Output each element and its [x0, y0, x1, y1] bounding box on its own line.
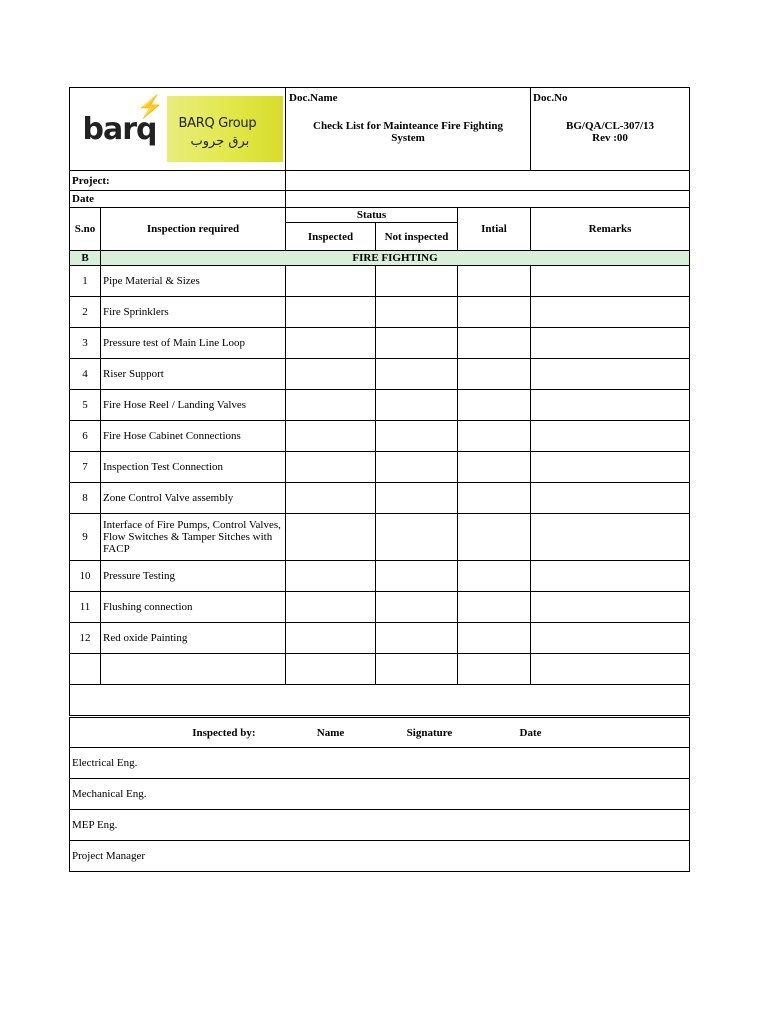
doc-no-value: BG/QA/CL-307/13 [566, 120, 655, 132]
remarks-cell[interactable] [531, 390, 690, 421]
col-initial: Intial [458, 208, 531, 251]
inspected-cell[interactable] [286, 297, 376, 328]
remarks-cell[interactable] [531, 328, 690, 359]
row-inspection-text: Flushing connection [101, 592, 286, 623]
col-status: Status [286, 208, 458, 223]
row-number: 10 [70, 561, 101, 592]
project-row [70, 171, 690, 191]
initial-cell[interactable] [458, 452, 531, 483]
col-inspection: Inspection required [101, 208, 286, 251]
row-inspection-text: Inspection Test Connection [101, 452, 286, 483]
role-label: Electrical Eng. [70, 748, 286, 779]
row-inspection-text: Fire Hose Reel / Landing Valves [101, 390, 286, 421]
not-inspected-cell[interactable] [376, 328, 458, 359]
remarks-cell[interactable] [531, 561, 690, 592]
row-number: 12 [70, 623, 101, 654]
project-value[interactable] [286, 171, 690, 191]
name-label: Name [286, 718, 376, 748]
table-row [70, 561, 690, 592]
signoff-name-cell[interactable] [286, 779, 376, 810]
row-number: 1 [70, 266, 101, 297]
role-label: Mechanical Eng. [70, 779, 286, 810]
revision: Rev :00 [592, 132, 628, 144]
not-inspected-cell[interactable] [376, 452, 458, 483]
row-number: 5 [70, 390, 101, 421]
lightning-bolt-icon: ⚡ [136, 93, 164, 119]
inspected-cell[interactable] [286, 561, 376, 592]
signoff-name-cell[interactable] [286, 748, 376, 779]
signoff-row [70, 748, 690, 779]
row-inspection-text: Fire Hose Cabinet Connections [101, 421, 286, 452]
signoff-row [70, 779, 690, 810]
remarks-cell[interactable] [531, 592, 690, 623]
blank-cell [70, 654, 101, 685]
initial-cell[interactable] [458, 297, 531, 328]
blank-cell[interactable] [458, 654, 531, 685]
doc-name-value: Check List for Mainteance Fire Fighting System [313, 120, 503, 144]
spacer-row [70, 685, 690, 716]
blank-cell[interactable] [286, 654, 376, 685]
initial-cell[interactable] [458, 623, 531, 654]
inspected-cell[interactable] [286, 452, 376, 483]
table-row [70, 390, 690, 421]
table-row [70, 266, 690, 297]
blank-cell[interactable] [531, 654, 690, 685]
inspected-cell[interactable] [286, 390, 376, 421]
table-row [70, 297, 690, 328]
doc-no-label: Doc.No [533, 92, 568, 104]
remarks-cell[interactable] [531, 452, 690, 483]
initial-cell[interactable] [458, 390, 531, 421]
section-title: FIRE FIGHTING [101, 251, 690, 266]
row-number: 9 [70, 514, 101, 561]
not-inspected-cell[interactable] [376, 297, 458, 328]
initial-cell[interactable] [458, 266, 531, 297]
not-inspected-cell[interactable] [376, 266, 458, 297]
inspected-cell[interactable] [286, 483, 376, 514]
header-row [70, 88, 690, 171]
signoff-date-cell[interactable] [466, 748, 690, 779]
project-label: Project: [70, 171, 286, 191]
not-inspected-cell[interactable] [376, 483, 458, 514]
table-row [70, 421, 690, 452]
initial-cell[interactable] [458, 328, 531, 359]
blank-cell[interactable] [376, 654, 458, 685]
table-row [70, 483, 690, 514]
row-inspection-text: Pressure test of Main Line Loop [101, 328, 286, 359]
logo-english-name: BARQ Group [178, 115, 257, 131]
remarks-cell[interactable] [531, 421, 690, 452]
col-not-inspected: Not inspected [376, 223, 458, 251]
signoff-date-cell[interactable] [466, 841, 690, 872]
signoff-signature-cell[interactable] [376, 810, 466, 841]
company-logo [82, 93, 273, 162]
table-row [70, 592, 690, 623]
remarks-cell[interactable] [531, 359, 690, 390]
roles-body [70, 748, 690, 872]
role-label: Project Manager [70, 841, 286, 872]
row-number: 7 [70, 452, 101, 483]
table-row [70, 359, 690, 390]
row-inspection-text: Pipe Material & Sizes [101, 266, 286, 297]
row-inspection-text: Red oxide Painting [101, 623, 286, 654]
inspected-cell[interactable] [286, 359, 376, 390]
signoff-signature-cell[interactable] [376, 748, 466, 779]
section-code: B [70, 251, 101, 266]
logo-wordmark: barq [82, 111, 157, 147]
signature-label: Signature [376, 718, 466, 748]
signoff-row [70, 810, 690, 841]
date-row [70, 191, 690, 208]
row-number: 3 [70, 328, 101, 359]
row-inspection-text: Zone Control Valve assembly [101, 483, 286, 514]
row-number: 11 [70, 592, 101, 623]
inspected-cell[interactable] [286, 514, 376, 561]
date-value[interactable] [286, 191, 690, 208]
signoff-table [69, 717, 690, 872]
signoff-date-label: Date [466, 718, 690, 748]
not-inspected-cell[interactable] [376, 390, 458, 421]
initial-cell[interactable] [458, 359, 531, 390]
blank-cell[interactable] [101, 654, 286, 685]
initial-cell[interactable] [458, 592, 531, 623]
not-inspected-cell[interactable] [376, 421, 458, 452]
checklist-sheet [69, 87, 689, 872]
row-number: 4 [70, 359, 101, 390]
remarks-cell[interactable] [531, 514, 690, 561]
signoff-name-cell[interactable] [286, 810, 376, 841]
remarks-cell[interactable] [531, 297, 690, 328]
remarks-cell[interactable] [531, 483, 690, 514]
not-inspected-cell[interactable] [376, 592, 458, 623]
table-row [70, 514, 690, 561]
blank-row [70, 654, 690, 685]
date-label: Date [70, 191, 286, 208]
checklist-table [69, 87, 690, 716]
signoff-name-cell[interactable] [286, 841, 376, 872]
row-inspection-text: Fire Sprinklers [101, 297, 286, 328]
inspected-cell[interactable] [286, 266, 376, 297]
row-number: 2 [70, 297, 101, 328]
inspected-cell[interactable] [286, 421, 376, 452]
doc-name-label: Doc.Name [289, 92, 338, 104]
initial-cell[interactable] [458, 514, 531, 561]
not-inspected-cell[interactable] [376, 359, 458, 390]
table-row [70, 328, 690, 359]
inspected-by-label: Inspected by: [70, 718, 286, 748]
spacer-cell [70, 685, 690, 716]
col-sno: S.no [70, 208, 101, 251]
column-header-row-1 [70, 208, 690, 223]
logo-arabic-name: برق جروب [190, 133, 250, 149]
section-row [70, 251, 690, 266]
inspected-cell[interactable] [286, 623, 376, 654]
initial-cell[interactable] [458, 561, 531, 592]
signoff-header-row [70, 718, 690, 748]
signoff-row [70, 841, 690, 872]
row-number: 8 [70, 483, 101, 514]
row-inspection-text: Pressure Testing [101, 561, 286, 592]
doc-name-cell [286, 88, 531, 171]
table-row [70, 452, 690, 483]
items-body [70, 266, 690, 654]
remarks-cell[interactable] [531, 623, 690, 654]
signoff-signature-cell[interactable] [376, 779, 466, 810]
not-inspected-cell[interactable] [376, 623, 458, 654]
not-inspected-cell[interactable] [376, 561, 458, 592]
col-remarks: Remarks [531, 208, 690, 251]
signoff-signature-cell[interactable] [376, 841, 466, 872]
inspected-cell[interactable] [286, 592, 376, 623]
inspected-cell[interactable] [286, 328, 376, 359]
row-inspection-text: Interface of Fire Pumps, Control Valves, Flow Switches & Tamper Sitches with FACP [101, 514, 286, 561]
logo-cell [70, 88, 286, 171]
signoff-date-cell[interactable] [466, 779, 690, 810]
doc-no-cell [531, 88, 690, 171]
initial-cell[interactable] [458, 421, 531, 452]
initial-cell[interactable] [458, 483, 531, 514]
row-number: 6 [70, 421, 101, 452]
signoff-date-cell[interactable] [466, 810, 690, 841]
table-row [70, 623, 690, 654]
col-inspected: Inspected [286, 223, 376, 251]
row-inspection-text: Riser Support [101, 359, 286, 390]
remarks-cell[interactable] [531, 266, 690, 297]
role-label: MEP Eng. [70, 810, 286, 841]
not-inspected-cell[interactable] [376, 514, 458, 561]
